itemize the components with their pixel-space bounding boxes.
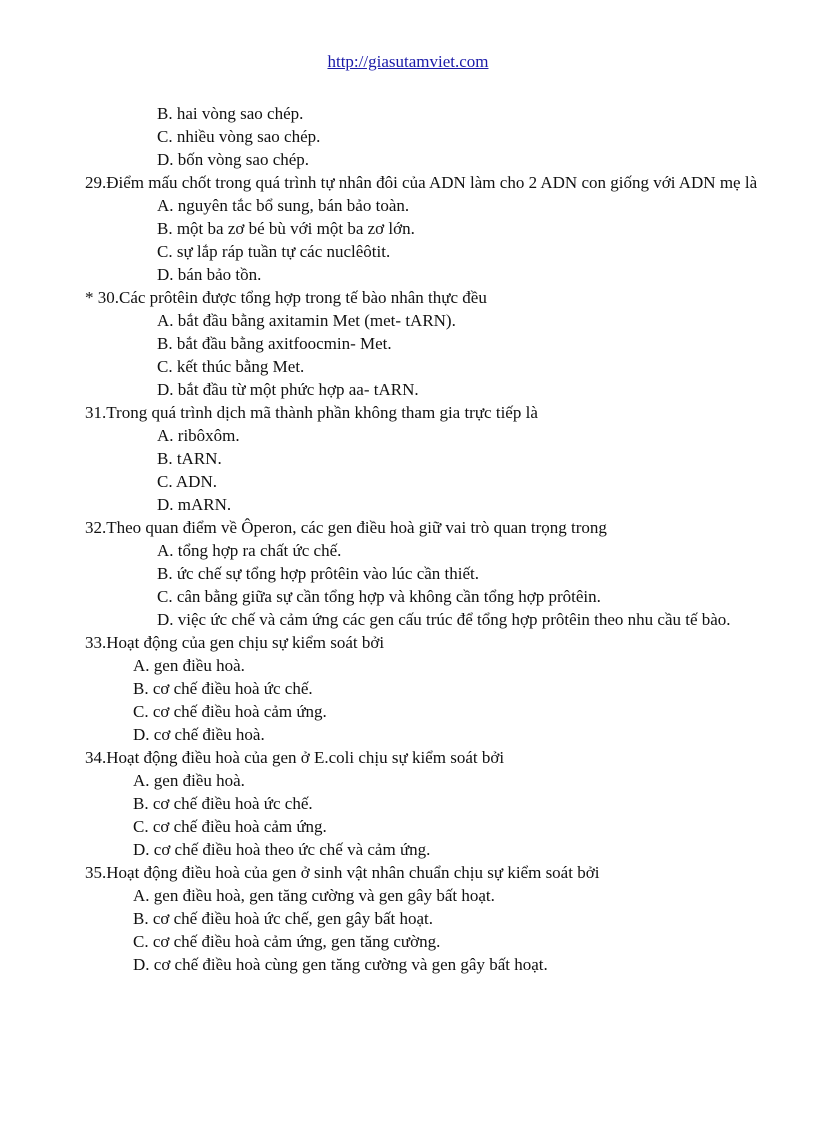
question-list bbox=[85, 102, 800, 976]
website-link[interactable]: http://giasutamviet.com bbox=[327, 52, 489, 71]
question-35: 35.Hoạt động điều hoà của gen ở sinh vật nhân chuẩn chịu sự kiểm soát bởi bbox=[85, 863, 600, 882]
question-32: 32.Theo quan điểm về Ôperon, các gen điều hoà giữ vai trò quan trọng trong bbox=[85, 518, 607, 537]
option: B. một ba zơ bé bù với một ba zơ lớn. bbox=[157, 219, 415, 238]
option: A. ribôxôm. bbox=[157, 426, 240, 445]
option: D. bán bảo tồn. bbox=[157, 265, 262, 284]
question-29: 29.Điểm mấu chốt trong quá trình tự nhân đôi của ADN làm cho 2 ADN con giống với ADN mẹ là bbox=[85, 173, 758, 192]
question-34: 34.Hoạt động điều hoà của gen ở E.coli chịu sự kiểm soát bởi bbox=[85, 748, 505, 767]
option: A. gen điều hoà, gen tăng cường và gen gây bất hoạt. bbox=[133, 886, 495, 905]
option: C. sự lắp ráp tuần tự các nuclêôtit. bbox=[157, 242, 391, 261]
option: D. cơ chế điều hoà theo ức chế và cảm ứng. bbox=[133, 840, 431, 859]
option: D. mARN. bbox=[157, 495, 232, 514]
option: D. bốn vòng sao chép. bbox=[157, 150, 310, 169]
option: D. cơ chế điều hoà cùng gen tăng cường và gen gây bất hoạt. bbox=[133, 955, 548, 974]
option: D. cơ chế điều hoà. bbox=[133, 725, 265, 744]
option: A. nguyên tắc bổ sung, bán bảo toàn. bbox=[157, 196, 410, 215]
option: B. bắt đầu bằng axitfoocmin- Met. bbox=[157, 334, 392, 353]
option: D. việc ức chế và cảm ứng các gen cấu trúc để tổng hợp prôtêin theo nhu cầu tế bào. bbox=[157, 610, 731, 629]
question-30: * 30.Các prôtêin được tổng hợp trong tế bào nhân thực đều bbox=[85, 288, 487, 307]
option: A. gen điều hoà. bbox=[133, 656, 245, 675]
option: B. cơ chế điều hoà ức chế, gen gây bất hoạt. bbox=[133, 909, 434, 928]
option: B. cơ chế điều hoà ức chế. bbox=[133, 679, 313, 698]
option: C. kết thúc bằng Met. bbox=[157, 357, 305, 376]
option: B. tARN. bbox=[157, 449, 222, 468]
option: A. bắt đầu bằng axitamin Met (met- tARN). bbox=[157, 311, 456, 330]
option: B. cơ chế điều hoà ức chế. bbox=[133, 794, 313, 813]
option: D. bắt đầu từ một phức hợp aa- tARN. bbox=[157, 380, 419, 399]
option: C. cơ chế điều hoà cảm ứng, gen tăng cường. bbox=[133, 932, 441, 951]
option: C. ADN. bbox=[157, 472, 217, 491]
question-33: 33.Hoạt động của gen chịu sự kiểm soát bởi bbox=[85, 633, 385, 652]
option: C. cơ chế điều hoà cảm ứng. bbox=[133, 702, 327, 721]
option: C. nhiều vòng sao chép. bbox=[157, 127, 321, 146]
option: A. tổng hợp ra chất ức chế. bbox=[157, 541, 342, 560]
option: B. ức chế sự tổng hợp prôtêin vào lúc cần thiết. bbox=[157, 564, 480, 583]
option: B. hai vòng sao chép. bbox=[157, 104, 304, 123]
option: C. cơ chế điều hoà cảm ứng. bbox=[133, 817, 327, 836]
option: A. gen điều hoà. bbox=[133, 771, 245, 790]
question-31: 31.Trong quá trình dịch mã thành phần không tham gia trực tiếp là bbox=[85, 403, 538, 422]
page-header bbox=[0, 52, 816, 72]
option: C. cân bằng giữa sự cần tổng hợp và không cần tổng hợp prôtêin. bbox=[157, 587, 601, 606]
